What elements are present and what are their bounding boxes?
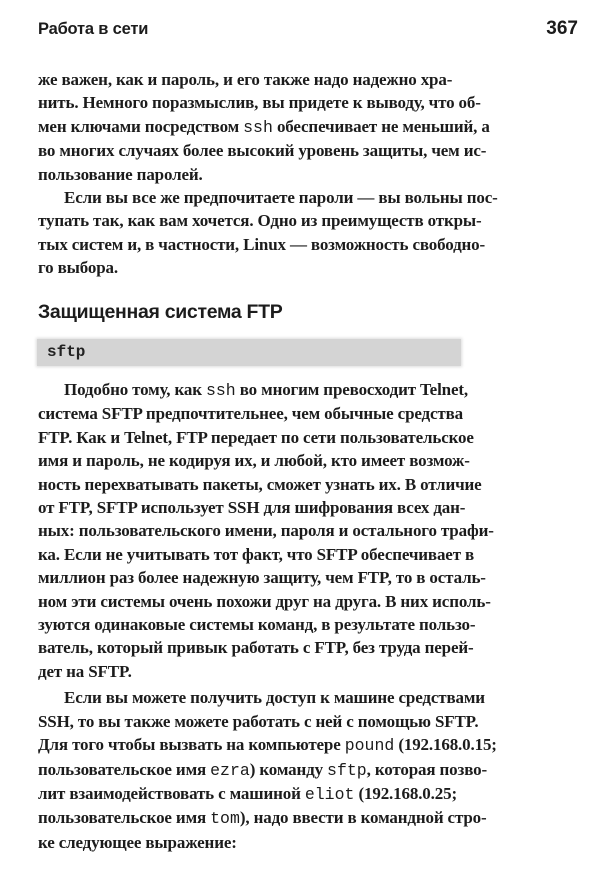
inline-code: ssh <box>243 117 273 137</box>
inline-code: tom <box>210 809 240 829</box>
text-line <box>38 378 580 402</box>
text-line: система SFTP предпочтительнее, чем обычные средства <box>38 404 463 424</box>
text-line: Если вы можете получить доступ к машине средствами <box>64 688 485 708</box>
text-line <box>38 806 580 830</box>
text-fragment: (192.168.0.25; <box>354 783 457 803</box>
text-line: нить. Немного поразмыслив, вы придете к выводу, что об- <box>38 93 481 113</box>
text-fragment: (192.168.0.15; <box>394 735 497 755</box>
text-line <box>38 115 580 139</box>
intro-paragraph-2 <box>38 186 580 280</box>
text-line: SSH, то вы также можете работать с ней с помощью SFTP. <box>38 711 479 731</box>
inline-code: sftp <box>327 760 367 780</box>
text-line: тых систем и, в частности, Linux — возможность свободно- <box>38 234 486 254</box>
body-paragraph-2 <box>38 686 580 854</box>
text-fragment: мен ключами посредством <box>38 116 244 136</box>
text-fragment: ) команду <box>249 759 328 779</box>
text-line: ватель, который привык работать с FTP, без труда перей- <box>38 638 474 658</box>
text-line: Если вы все же предпочитаете пароли — вы вольны пос- <box>64 188 498 208</box>
command-banner <box>37 339 461 366</box>
text-line: ке следующее выражение: <box>38 832 237 852</box>
text-line <box>38 758 580 782</box>
text-fragment: Подобно тому, как <box>64 380 206 399</box>
text-line: дет на SFTP. <box>38 661 132 681</box>
text-line <box>38 782 580 806</box>
text-line: ность перехватывать пакеты, сможет узнать их. В отличие <box>38 474 482 494</box>
text-fragment: Для того чтобы вызвать на компьютере <box>38 735 345 755</box>
inline-code: ezra <box>210 760 250 780</box>
text-line: зуются одинаковые системы команд, в результате пользо- <box>38 615 476 635</box>
text-fragment: пользовательское имя <box>38 808 211 828</box>
section-heading: Защищенная система FTP <box>38 301 283 323</box>
text-line: во многих случаях более высокий уровень защиты, чем ис- <box>38 141 487 161</box>
text-line: же важен, как и пароль, и его также надо надежно хра- <box>38 70 453 89</box>
text-fragment: лит взаимодействовать с машиной <box>38 783 305 803</box>
intro-text <box>38 68 580 280</box>
text-line: ка. Если не учитывать тот факт, что SFTP обеспечивает в <box>38 544 475 564</box>
text-line: го выбора. <box>38 258 118 278</box>
inline-code: ssh <box>205 381 236 400</box>
inline-code: eliot <box>304 784 355 804</box>
body-text <box>38 378 580 854</box>
text-fragment: обеспечивает не меньший, а <box>272 116 490 136</box>
text-line: тупать так, как вам хочется. Одно из преимуществ откры- <box>38 211 482 231</box>
text-fragment: пользовательское имя <box>38 759 211 779</box>
text-fragment: , которая позво- <box>366 759 487 779</box>
page-number: 367 <box>546 18 578 39</box>
text-line: имя и пароль, не кодируя их, и любой, кто имеет возмож- <box>38 451 470 471</box>
text-line: от FTP, SFTP использует SSH для шифрования всех дан- <box>38 498 466 518</box>
running-head: Работа в сети <box>38 20 149 38</box>
body-paragraph-1 <box>38 378 580 683</box>
text-line: миллион раз более надежную защиту, чем FTP, то в осталь- <box>38 568 486 588</box>
text-line <box>38 733 580 757</box>
command-text: sftp <box>47 343 86 361</box>
text-line: FTP. Как и Telnet, FTP передает по сети пользовательское <box>38 427 474 447</box>
text-line: ных: пользовательского имени, пароля и остального трафи- <box>38 521 494 541</box>
text-line: пользование паролей. <box>38 164 203 184</box>
text-fragment: во многим превосходит Telnet, <box>235 380 468 399</box>
text-line: ном эти системы очень похожи друг на друга. В них исполь- <box>38 591 491 611</box>
inline-code: pound <box>344 736 395 756</box>
text-fragment: ), надо ввести в командной стро- <box>239 808 487 828</box>
intro-paragraph-1 <box>38 68 580 186</box>
